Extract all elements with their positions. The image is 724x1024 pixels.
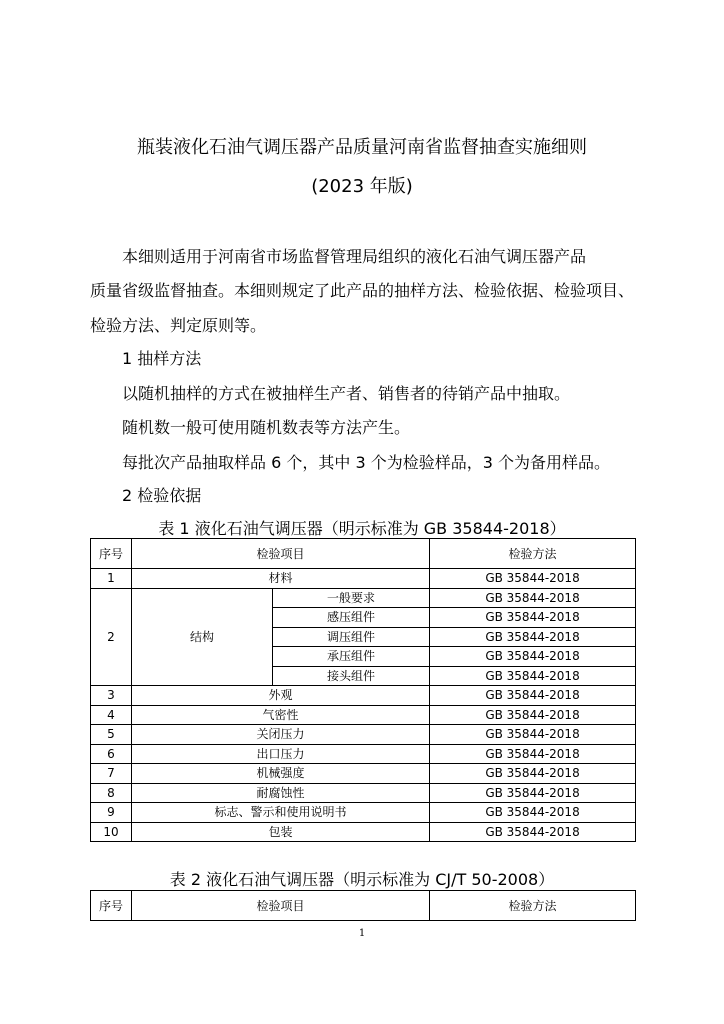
intro-line-2: 质量省级监督抽查。本细则规定了此产品的抽样方法、检验依据、检验项目、 <box>90 281 635 300</box>
cell-method: GB 35844-2018 <box>430 764 636 784</box>
cell-method: GB 35844-2018 <box>430 608 636 628</box>
cell-seq: 6 <box>91 744 132 764</box>
cell-item: 结构 <box>132 588 273 686</box>
cell-method: GB 35844-2018 <box>430 569 636 589</box>
table-row <box>91 822 636 842</box>
cell-item: 外观 <box>132 686 430 706</box>
cell-method: GB 35844-2018 <box>430 744 636 764</box>
cell-method: GB 35844-2018 <box>430 822 636 842</box>
section-1-line-2: 随机数一般可使用随机数表等方法产生。 <box>122 418 411 437</box>
cell-seq: 10 <box>91 822 132 842</box>
cell-subitem: 一般要求 <box>273 588 430 608</box>
cell-method: GB 35844-2018 <box>430 783 636 803</box>
cell-item: 包装 <box>132 822 430 842</box>
cell-seq: 9 <box>91 803 132 823</box>
cell-item: 气密性 <box>132 705 430 725</box>
header-item: 检验项目 <box>132 891 430 921</box>
cell-seq: 3 <box>91 686 132 706</box>
cell-method: GB 35844-2018 <box>430 705 636 725</box>
intro-line-3: 检验方法、判定原则等。 <box>90 316 267 335</box>
header-method: 检验方法 <box>430 539 636 569</box>
cell-item: 材料 <box>132 569 430 589</box>
cell-subitem: 接头组件 <box>273 666 430 686</box>
section-1-line-1: 以随机抽样的方式在被抽样生产者、销售者的待销产品中抽取。 <box>122 384 571 403</box>
cell-seq: 7 <box>91 764 132 784</box>
cell-subitem: 感压组件 <box>273 608 430 628</box>
page-number: 1 <box>358 928 366 939</box>
cell-method: GB 35844-2018 <box>430 666 636 686</box>
cell-seq: 2 <box>91 588 132 686</box>
cell-method: GB 35844-2018 <box>430 803 636 823</box>
cell-seq: 1 <box>91 569 132 589</box>
cell-method: GB 35844-2018 <box>430 686 636 706</box>
header-seq: 序号 <box>91 539 132 569</box>
cell-method: GB 35844-2018 <box>430 588 636 608</box>
table-row <box>91 686 636 706</box>
table-row <box>91 764 636 784</box>
cell-subitem: 调压组件 <box>273 627 430 647</box>
cell-seq: 8 <box>91 783 132 803</box>
document-title: 瓶装液化石油气调压器产品质量河南省监督抽查实施细则 <box>137 137 587 158</box>
cell-item: 标志、警示和使用说明书 <box>132 803 430 823</box>
section-1-line-3: 每批次产品抽取样品 6 个，其中 3 个为检验样品，3 个为备用样品。 <box>122 453 610 472</box>
cell-subitem: 承压组件 <box>273 647 430 667</box>
table-row <box>91 744 636 764</box>
cell-item: 耐腐蚀性 <box>132 783 430 803</box>
intro-line-1: 本细则适用于河南省市场监督管理局组织的液化石油气调压器产品 <box>122 247 587 266</box>
table-row <box>91 725 636 745</box>
cell-seq: 4 <box>91 705 132 725</box>
table-2 <box>90 890 636 921</box>
section-1-heading: 1 抽样方法 <box>122 349 202 368</box>
cell-seq: 5 <box>91 725 132 745</box>
table-row <box>91 783 636 803</box>
table-row <box>91 803 636 823</box>
table-1 <box>90 538 636 842</box>
table-row <box>91 705 636 725</box>
cell-item: 关闭压力 <box>132 725 430 745</box>
cell-item: 机械强度 <box>132 764 430 784</box>
header-item: 检验项目 <box>132 539 430 569</box>
cell-item: 出口压力 <box>132 744 430 764</box>
table-2-header-row <box>91 891 636 921</box>
cell-method: GB 35844-2018 <box>430 725 636 745</box>
cell-method: GB 35844-2018 <box>430 647 636 667</box>
cell-method: GB 35844-2018 <box>430 627 636 647</box>
table-2-caption: 表 2 液化石油气调压器（明示标准为 CJ/T 50-2008） <box>169 870 555 889</box>
section-2-heading: 2 检验依据 <box>122 486 202 505</box>
document-edition: (2023 年版) <box>311 176 413 197</box>
table-row <box>91 588 636 608</box>
table-1-caption: 表 1 液化石油气调压器（明示标准为 GB 35844-2018） <box>158 519 566 538</box>
table-row <box>91 569 636 589</box>
header-method: 检验方法 <box>430 891 636 921</box>
header-seq: 序号 <box>91 891 132 921</box>
table-1-header-row <box>91 539 636 569</box>
